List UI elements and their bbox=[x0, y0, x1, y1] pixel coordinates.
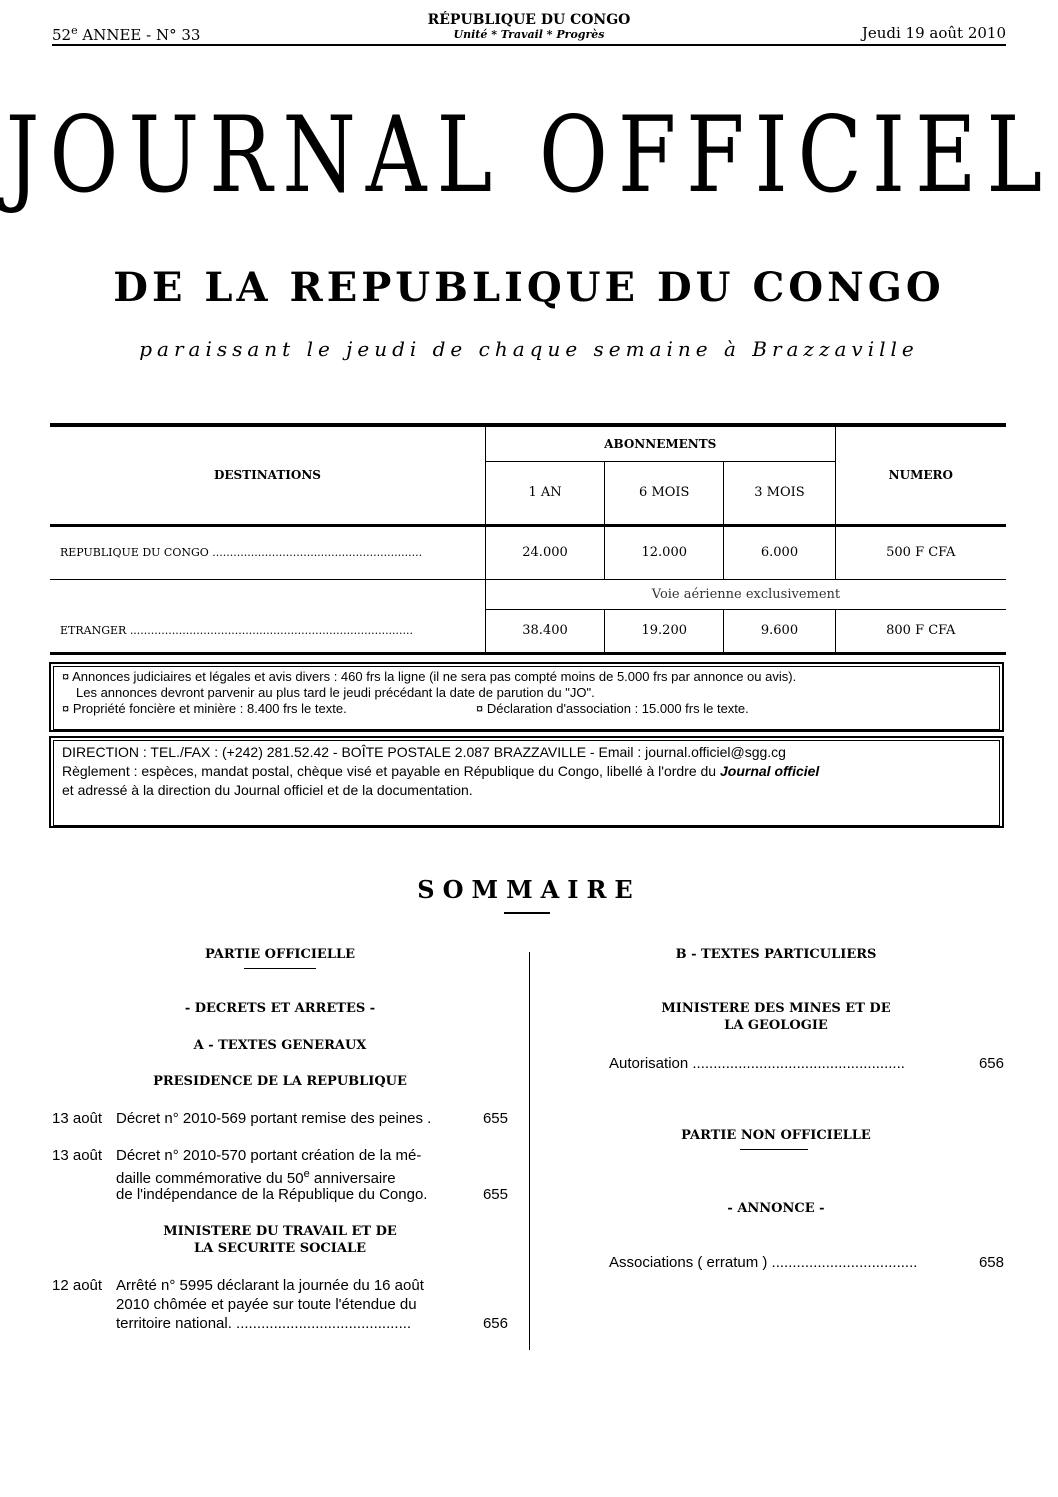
col-abonnements: ABONNEMENTS bbox=[485, 425, 835, 461]
col-numero: NUMERO bbox=[835, 425, 1006, 525]
direction-contact: DIRECTION : TEL./FAX : (+242) 281.52.42 - BOÎTE POSTALE 2.087 BRAZZAVILLE - Email : journal.officiel@sgg.cg bbox=[62, 744, 786, 760]
entry-text: Décret n° 2010-569 portant remise des peines . bbox=[116, 1110, 432, 1127]
direction-box bbox=[49, 736, 1004, 828]
toc-entry-decret-570[interactable] bbox=[52, 1146, 508, 1206]
entry-page: 656 bbox=[482, 1315, 508, 1332]
row-etranger-1an: 38.400 bbox=[485, 609, 604, 653]
notice-association: ¤ Déclaration d'association : 15.000 frs le texte. bbox=[476, 701, 749, 716]
air-note: Voie aérienne exclusivement bbox=[485, 579, 1006, 609]
notice-line-3 bbox=[62, 701, 991, 717]
row-congo-1an: 24.000 bbox=[485, 525, 604, 579]
period-1an: 1 AN bbox=[485, 461, 604, 525]
partie-officielle-heading: PARTIE OFFICIELLE bbox=[204, 947, 356, 962]
entry-date: 12 août bbox=[52, 1277, 103, 1294]
issue-date: Jeudi 19 août 2010 bbox=[861, 24, 1006, 42]
partie-non-officielle-underline bbox=[740, 1149, 808, 1150]
entry-text: Autorisation ................................................... bbox=[609, 1055, 905, 1072]
entry-text-line1: Arrêté n° 5995 déclarant la journée du 16 août bbox=[116, 1277, 424, 1294]
entry-text-line3: de l'indépendance de la République du Congo. bbox=[116, 1186, 428, 1203]
column-divider bbox=[529, 952, 530, 1350]
air-spacer bbox=[50, 579, 485, 609]
partie-officielle-underline bbox=[244, 968, 316, 969]
row-etranger-3mois: 9.600 bbox=[724, 609, 835, 653]
sommaire-title: SOMMAIRE bbox=[417, 875, 641, 904]
toc-entry-autorisation[interactable] bbox=[609, 1054, 1004, 1074]
entry-page: 655 bbox=[482, 1186, 508, 1203]
subscription-table bbox=[50, 423, 1006, 655]
header-rule bbox=[52, 44, 1006, 46]
direction-payment: Règlement : espèces, mandat postal, chèque visé et payable en République du Congo, libellé à l'ordre du Journal officiel bbox=[62, 763, 820, 779]
entry-page: 656 bbox=[978, 1055, 1004, 1072]
country-name: RÉPUBLIQUE DU CONGO bbox=[427, 12, 631, 28]
notice-line-2: Les annonces devront parvenir au plus tard le jeudi précédant la date de parution du "JO". bbox=[76, 685, 595, 700]
notice-fonciere: ¤ Propriété foncière et minière : 8.400 frs le texte. bbox=[62, 701, 347, 716]
entry-page: 658 bbox=[978, 1254, 1004, 1271]
presidence-heading: PRESIDENCE DE LA REPUBLIQUE bbox=[153, 1074, 407, 1089]
motto: Unité * Travail * Progrès bbox=[453, 28, 605, 41]
journal-title: JOURNAL OFFICIEL bbox=[5, 93, 1053, 216]
journal-subtitle: DE LA REPUBLIQUE DU CONGO bbox=[113, 264, 945, 311]
entry-text-line2: daille commémorative du 50e anniversaire bbox=[116, 1168, 396, 1187]
notice-line-1: ¤ Annonces judiciaires et légales et avis divers : 460 frs la ligne (il ne sera pas compté moins de 5.000 frs par annonce ou avis). bbox=[62, 669, 797, 684]
row-congo-6mois: 12.000 bbox=[605, 525, 724, 579]
journal-tagline: paraissant le jeudi de chaque semaine à Brazzaville bbox=[139, 337, 919, 361]
entry-text-line3: territoire national. .......................................... bbox=[116, 1315, 412, 1332]
entry-text: Associations ( erratum ) ................................... bbox=[609, 1254, 918, 1271]
row-etranger-destination: ETRANGER ................................................................................. bbox=[50, 609, 485, 653]
row-congo-destination: REPUBLIQUE DU CONGO ............................................................ bbox=[50, 525, 485, 579]
sommaire-rule bbox=[504, 912, 550, 914]
ministere-mines-heading: MINISTERE DES MINES ET DE LA GEOLOGIE bbox=[661, 1001, 891, 1033]
annonce-heading: - ANNONCE - bbox=[727, 1201, 825, 1216]
row-congo-3mois: 6.000 bbox=[724, 525, 835, 579]
period-6mois: 6 MOIS bbox=[605, 461, 724, 525]
decrets-heading: - DECRETS ET ARRETES - bbox=[184, 1001, 376, 1016]
toc-entry-arrete-5995[interactable] bbox=[52, 1276, 508, 1336]
entry-date: 13 août bbox=[52, 1147, 103, 1164]
textes-particuliers-heading: B - TEXTES PARTICULIERS bbox=[675, 947, 877, 962]
entry-text-line2: 2010 chômée et payée sur toute l'étendue du bbox=[116, 1296, 417, 1313]
ministere-travail-heading: MINISTERE DU TRAVAIL ET DE LA SECURITE SOCIALE bbox=[163, 1224, 397, 1256]
entry-date: 13 août bbox=[52, 1110, 103, 1127]
row-etranger-6mois: 19.200 bbox=[605, 609, 724, 653]
entry-page: 655 bbox=[482, 1110, 508, 1127]
edition-number: 52e ANNEE - N° 33 bbox=[52, 24, 201, 44]
partie-non-officielle-heading: PARTIE NON OFFICIELLE bbox=[681, 1128, 871, 1143]
notices-box bbox=[49, 662, 1004, 732]
row-etranger-numero: 800 F CFA bbox=[835, 609, 1006, 653]
entry-text-line1: Décret n° 2010-570 portant création de la mé- bbox=[116, 1147, 422, 1164]
direction-address: et adressé à la direction du Journal officiel et de la documentation. bbox=[62, 782, 473, 798]
period-3mois: 3 MOIS bbox=[724, 461, 835, 525]
toc-entry-associations[interactable] bbox=[609, 1253, 1004, 1273]
textes-generaux-heading: A - TEXTES GENERAUX bbox=[193, 1038, 367, 1053]
row-congo-numero: 500 F CFA bbox=[835, 525, 1006, 579]
col-destinations: DESTINATIONS bbox=[50, 425, 485, 525]
toc-entry-decret-569[interactable] bbox=[52, 1109, 508, 1129]
